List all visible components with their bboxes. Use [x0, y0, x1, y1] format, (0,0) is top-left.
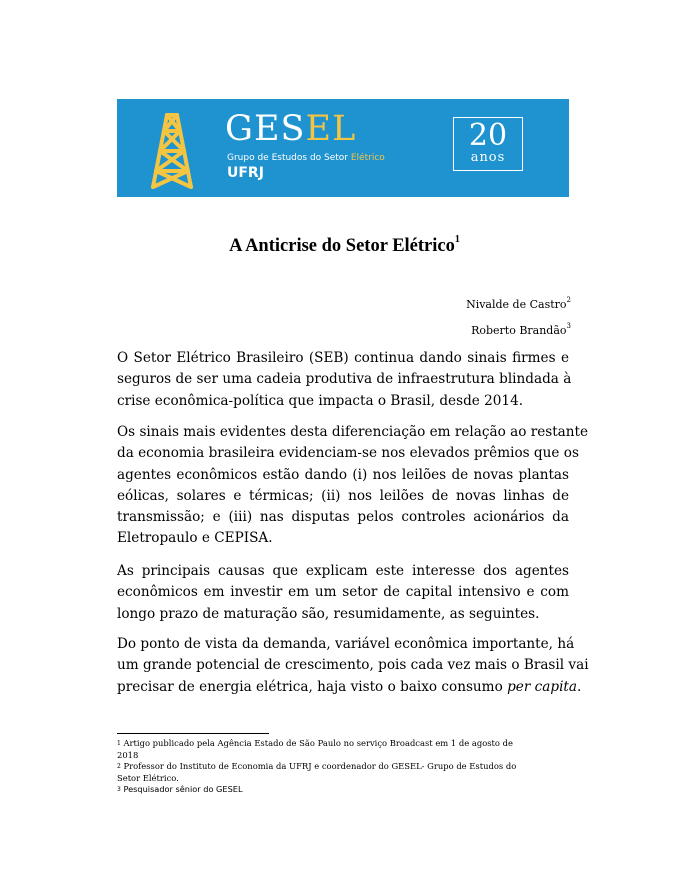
- footnote-1-continued: 2018: [117, 749, 139, 760]
- title-footnote-mark: 1: [454, 234, 460, 245]
- anniversary-word: anos: [470, 150, 506, 165]
- brand-subtitle: Grupo de Estudos do Setor Elétrico: [227, 153, 385, 163]
- footnote-1: $^1$ Artigo publicado pela Agência Estado de São Paulo no serviço Broadcast em 1 de agosto de: [117, 738, 513, 748]
- anniversary-number: 20: [468, 118, 508, 153]
- paragraph-1: O Setor Elétrico Brasileiro (SEB) continua dando sinais firmes e seguros de ser uma cadeia produtiva de infraestrutura blindada à crise econômica-política que impacta o Brasil, desde 2014.: [117, 350, 572, 409]
- university-label: UFRJ: [227, 165, 264, 181]
- transmission-tower-icon: [147, 113, 197, 189]
- paragraph-4: Do ponto de vista da demanda, variável econômica importante, há um grande potencial de crescimento, pois cada vez mais o Brasil vai precisar de energia elétrica, haja visto o baixo consumo per capita.: [117, 636, 589, 695]
- footnote-2: $^2$ Professor do Instituto de Economia da UFRJ e coordenador do GESEL- Grupo de Estudos do: [117, 761, 517, 771]
- gesel-banner: [117, 99, 569, 197]
- footnote-divider: [117, 733, 269, 734]
- paragraph-3: As principais causas que explicam este interesse dos agentes econômicos em investir em um setor de capital intensivo e com longo prazo de maturação são, resumidamente, as seguintes.: [117, 563, 569, 622]
- paragraph-2: Os sinais mais evidentes desta diferenciação em relação ao restante da economia brasileira evidenciam-se nos elevados prêmios que os agentes econômicos estão dando (i) nos leilões de novas plantas eólicas, solares e térmicas; (ii) nos leilões de novas linhas de transmissão; e (iii) nas disputas pelos controles acionários da Eletropaulo e CEPISA.: [117, 424, 589, 547]
- author-2: Roberto Brandão$^3$: [471, 322, 571, 337]
- article-title: A Anticrise do Setor Elétrico$^1$: [229, 234, 460, 256]
- brand-wordmark: GESEL: [225, 109, 357, 149]
- anniversary-badge: [453, 117, 523, 171]
- footnote-2-continued: Setor Elétrico.: [117, 772, 179, 783]
- footnote-3: $^3$ Pesquisador sênior do GESEL: [117, 784, 243, 794]
- author-1: Nivalde de Castro$^2$: [466, 296, 571, 311]
- footnotes: [117, 738, 569, 796]
